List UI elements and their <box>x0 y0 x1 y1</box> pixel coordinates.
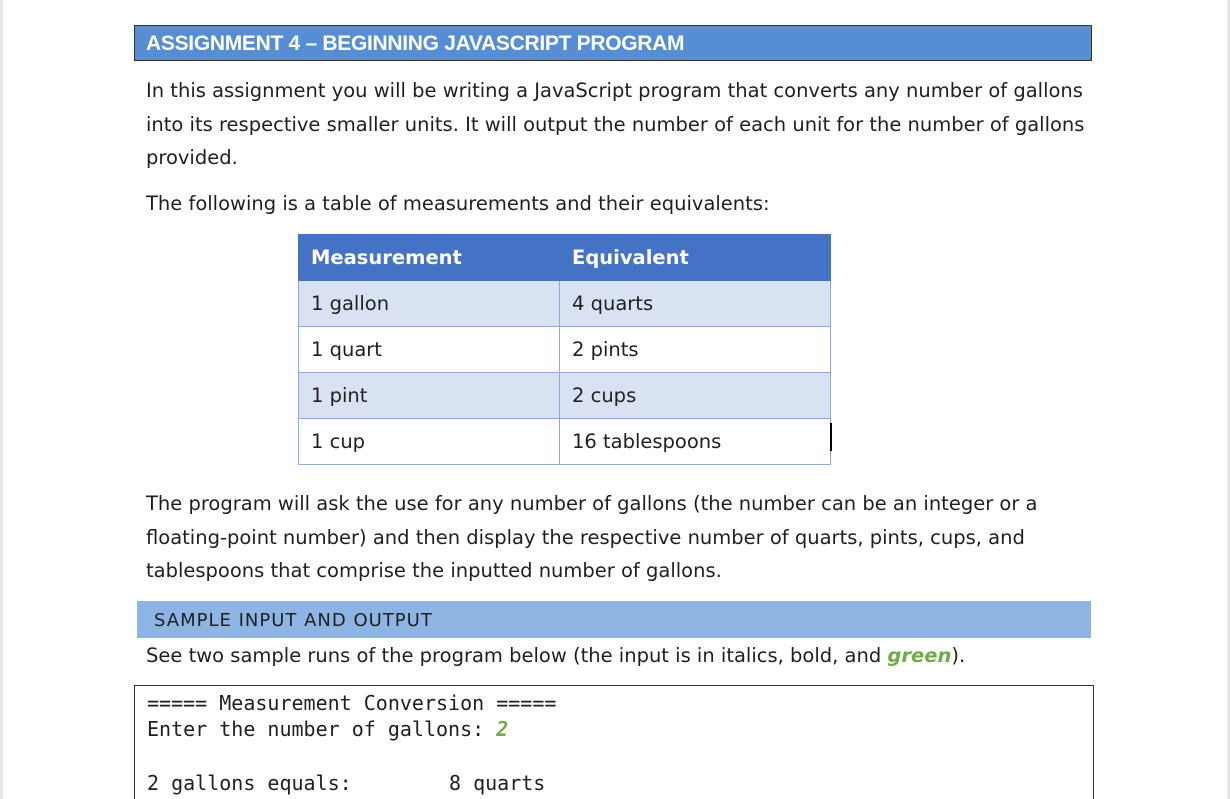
sample-intro-text: See two sample runs of the program below (the input is in italics, bold, and <box>146 644 888 667</box>
assignment-title-bar <box>134 25 1092 61</box>
header-equivalent: Equivalent <box>560 235 831 281</box>
code-line-result-label: 2 gallons equals: <box>147 771 352 795</box>
section-heading-bar <box>137 601 1091 638</box>
measurement-table <box>298 234 831 465</box>
intro-paragraph: In this assignment you will be writing a JavaScript program that converts any number of gallons into its respective smaller units. It will output the number of each unit for the number of gallons provided. <box>146 79 1085 169</box>
table-cell: 1 pint <box>299 373 560 419</box>
code-line-banner: ===== Measurement Conversion ===== <box>147 691 557 715</box>
assignment-title: ASSIGNMENT 4 – BEGINNING JAVASCRIPT PROGRAM <box>146 32 685 55</box>
sample-output-box <box>134 685 1094 799</box>
table-cell: 1 quart <box>299 327 560 373</box>
table-header-row <box>299 235 831 281</box>
description-paragraph: The program will ask the use for any number of gallons (the number can be an integer or a floating-point number) and then display the respective number of quarts, pints, cups, and tablespoons that comprise the inputted number of gallons. <box>146 492 1038 582</box>
input-value: 2 <box>496 717 509 741</box>
table-cell: 16 tablespoons <box>560 419 831 465</box>
table-cell: 2 cups <box>560 373 831 419</box>
table-cell: 2 pints <box>560 327 831 373</box>
header-measurement: Measurement <box>299 235 560 281</box>
page-edge-left <box>0 0 3 799</box>
code-line-prompt <box>147 717 508 741</box>
table-intro-paragraph: The following is a table of measurements and their equivalents: <box>146 192 770 215</box>
table-cell: 4 quarts <box>560 281 831 327</box>
sample-intro-paragraph <box>146 639 1086 673</box>
prompt-text: Enter the number of gallons: <box>147 717 497 741</box>
table-row <box>299 419 831 465</box>
text-cursor <box>830 423 832 451</box>
table-cell: 1 gallon <box>299 281 560 327</box>
sample-intro-end: ). <box>951 644 966 667</box>
green-word: green <box>887 644 952 667</box>
code-line-result-value: 8 quarts <box>449 771 546 795</box>
section-heading: SAMPLE INPUT AND OUTPUT <box>154 610 433 631</box>
table-cell: 1 cup <box>299 419 560 465</box>
table-row <box>299 373 831 419</box>
table-row <box>299 327 831 373</box>
table-row <box>299 281 831 327</box>
